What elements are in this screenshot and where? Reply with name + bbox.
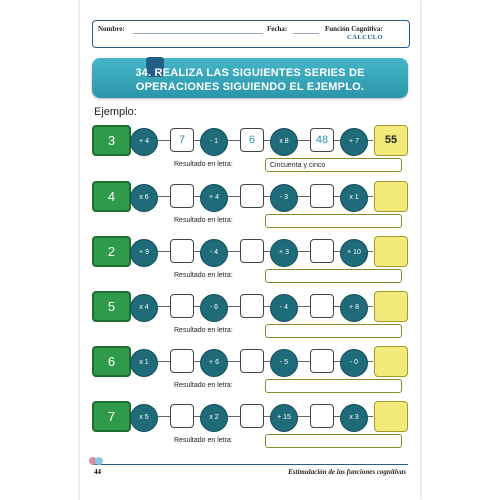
result-in-words-field[interactable] (265, 379, 402, 393)
intermediate-answer-box[interactable] (240, 349, 264, 373)
final-result-box[interactable] (374, 401, 408, 432)
operator-circle: + 7 (340, 128, 368, 156)
operator-circle: x 1 (340, 184, 368, 212)
example-label: Ejemplo: (94, 106, 137, 118)
result-in-words-field[interactable]: Cincuenta y cinco (265, 158, 402, 172)
result-in-words-label: Resultado en letra: (174, 161, 233, 168)
nombre-line (133, 33, 263, 34)
exercise-instructions: REALIZA LAS SIGUIENTES SERIES DE OPERACIONES SIGUIENDO EL EJEMPLO. (135, 67, 365, 93)
result-in-words-label: Resultado en letra: (174, 382, 233, 389)
operator-circle: + 9 (130, 239, 158, 267)
intermediate-answer-box[interactable] (170, 404, 194, 428)
funcion-value: CÁLCULO (347, 34, 384, 41)
operator-circle: - 4 (200, 239, 228, 267)
operation-row (92, 291, 408, 343)
fecha-line (293, 33, 319, 34)
operator-circle: + 4 (130, 128, 158, 156)
operation-row (92, 125, 408, 177)
intermediate-answer-box[interactable]: 7 (170, 128, 194, 152)
start-number: 4 (92, 181, 131, 212)
final-result-box[interactable] (374, 291, 408, 322)
nombre-label: Nombre: (98, 25, 125, 33)
intermediate-answer-box[interactable]: 6 (240, 128, 264, 152)
operation-row (92, 236, 408, 288)
fecha-label: Fecha: (267, 25, 288, 33)
operator-circle: + 6 (200, 349, 228, 377)
operator-circle: x 6 (130, 184, 158, 212)
intermediate-answer-box[interactable] (310, 294, 334, 318)
final-result-box[interactable] (374, 236, 408, 267)
footer-logo-icon (88, 455, 104, 467)
operation-row (92, 181, 408, 233)
intermediate-answer-box[interactable] (170, 239, 194, 263)
intermediate-answer-box[interactable] (170, 349, 194, 373)
funcion-label: Función Cognitiva: (325, 25, 383, 33)
operation-row (92, 401, 408, 453)
header-box (92, 20, 410, 48)
operator-circle: + 8 (340, 294, 368, 322)
operator-circle: + 3 (270, 239, 298, 267)
operator-circle: - 1 (200, 128, 228, 156)
footer (92, 464, 408, 481)
operator-circle: - 5 (270, 349, 298, 377)
operator-circle: x 1 (130, 349, 158, 377)
operator-circle: x 4 (130, 294, 158, 322)
result-in-words-field[interactable] (265, 269, 402, 283)
operator-circle: x 3 (340, 404, 368, 432)
intermediate-answer-box[interactable] (240, 294, 264, 318)
operator-circle: - 3 (270, 184, 298, 212)
exercise-title (118, 66, 382, 94)
result-in-words-label: Resultado en letra: (174, 327, 233, 334)
result-in-words-field[interactable] (265, 324, 402, 338)
operation-row (92, 346, 408, 398)
intermediate-answer-box[interactable]: 48 (310, 128, 334, 152)
intermediate-answer-box[interactable] (170, 294, 194, 318)
start-number: 6 (92, 346, 131, 377)
intermediate-answer-box[interactable] (240, 239, 264, 263)
result-in-words-label: Resultado en letra: (174, 437, 233, 444)
operator-circle: x 8 (270, 128, 298, 156)
final-result-box[interactable]: 55 (374, 125, 408, 156)
operator-circle: x 5 (130, 404, 158, 432)
result-in-words-field[interactable] (265, 434, 402, 448)
operator-circle: - 6 (200, 294, 228, 322)
operator-circle: + 15 (270, 404, 298, 432)
final-result-box[interactable] (374, 181, 408, 212)
intermediate-answer-box[interactable] (310, 239, 334, 263)
intermediate-answer-box[interactable] (170, 184, 194, 208)
footer-title: Estimulación de las funciones cognitivas (288, 468, 406, 476)
intermediate-answer-box[interactable] (310, 184, 334, 208)
operator-circle: - 4 (270, 294, 298, 322)
start-number: 5 (92, 291, 131, 322)
operator-circle: + 10 (340, 239, 368, 267)
result-in-words-label: Resultado en letra: (174, 272, 233, 279)
operator-circle: + 4 (200, 184, 228, 212)
operator-circle: - 0 (340, 349, 368, 377)
exercise-number: 34. (135, 67, 152, 79)
result-in-words-field[interactable] (265, 214, 402, 228)
final-result-box[interactable] (374, 346, 408, 377)
intermediate-answer-box[interactable] (240, 404, 264, 428)
start-number: 3 (92, 125, 131, 156)
start-number: 7 (92, 401, 131, 432)
page-number: 44 (94, 468, 101, 476)
operator-circle: x 2 (200, 404, 228, 432)
intermediate-answer-box[interactable] (240, 184, 264, 208)
start-number: 2 (92, 236, 131, 267)
intermediate-answer-box[interactable] (310, 349, 334, 373)
result-in-words-label: Resultado en letra: (174, 217, 233, 224)
intermediate-answer-box[interactable] (310, 404, 334, 428)
